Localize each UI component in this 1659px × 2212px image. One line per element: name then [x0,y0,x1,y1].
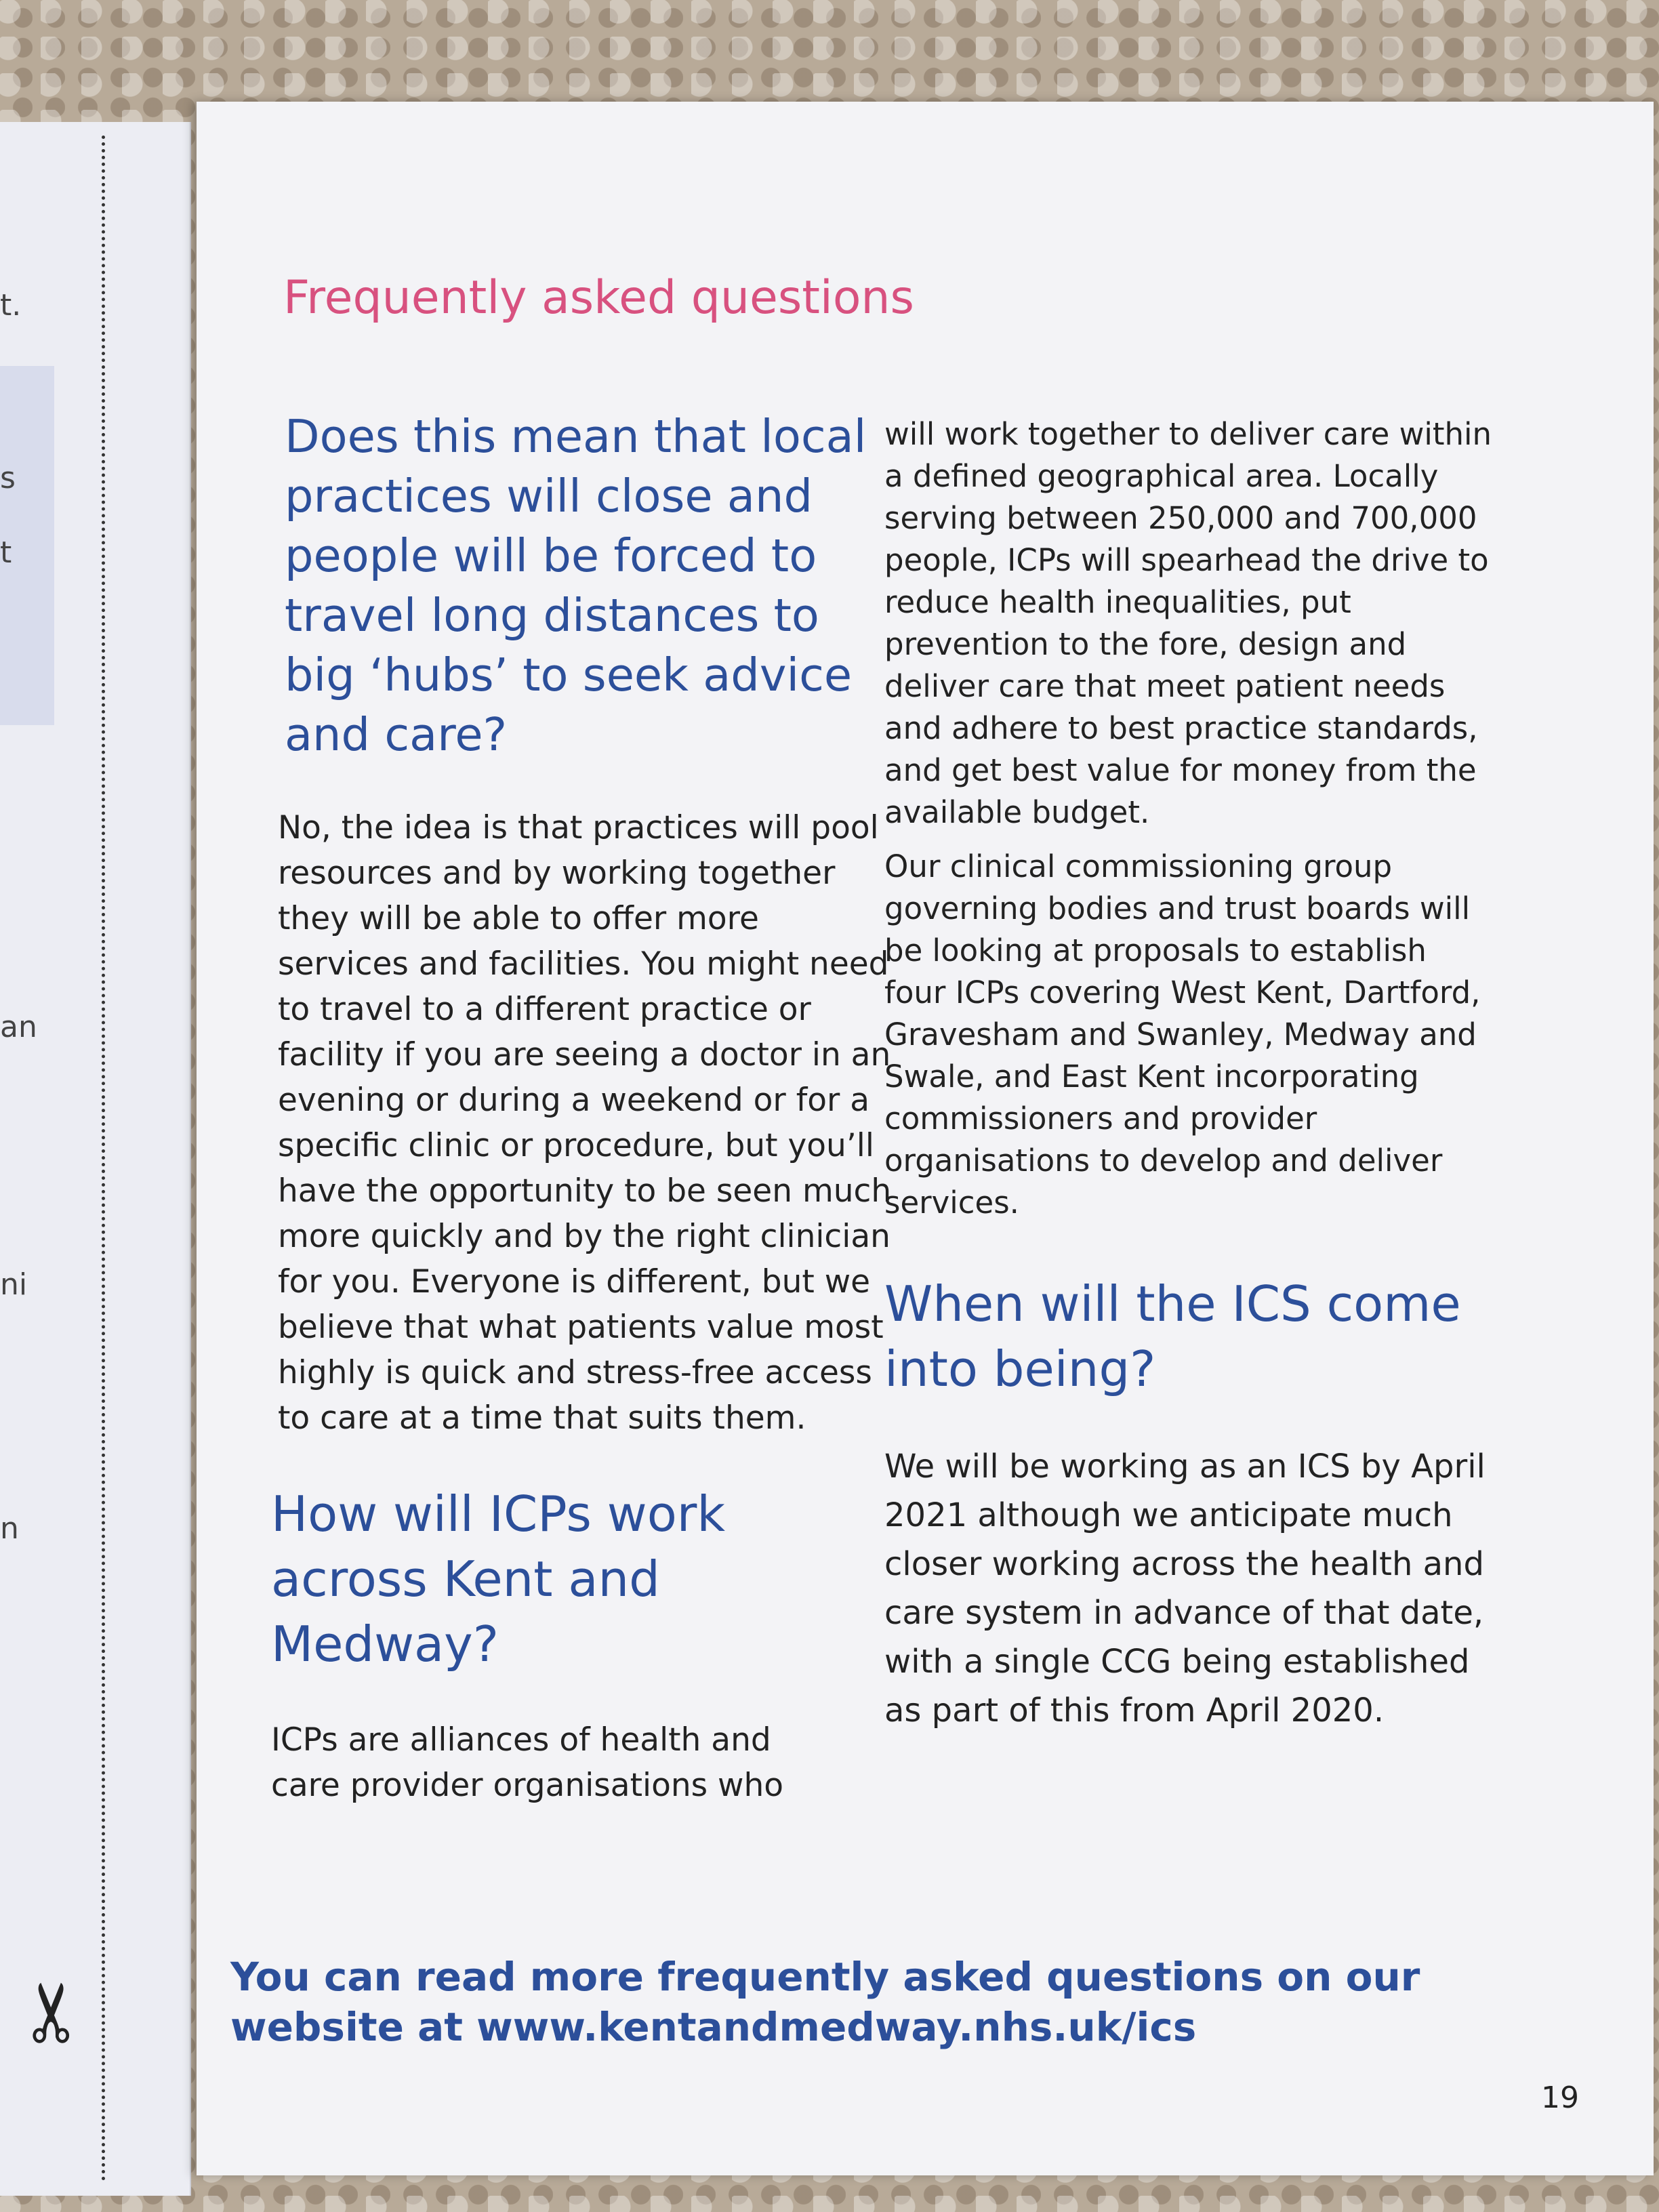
left-page-fragment: s [0,461,16,495]
question-heading: How will ICPs work across Kent and Medway? [271,1486,726,1673]
answer-text: We will be working as an ICS by April 2021 although we anticipate much closer working across the health and care system in advance of that date, with a single CCG being established as part of this from April 2020. [884,1448,1486,1729]
left-page-fragment: an [0,1010,37,1044]
left-page-fragment: t. [0,288,22,323]
question-heading: Does this mean that local practices will close and people will be forced to travel long distances to big ‘hubs’ to seek advice and care? [285,410,867,761]
right-column [884,413,1494,1735]
left-page-fragment: n [0,1511,19,1546]
left-page-fragment: t [0,535,12,570]
brochure-page [197,102,1654,2175]
section-label: Frequently asked questions [283,271,914,325]
answer-text: ICPs are alliances of health and care provider organisations who [271,1721,784,1804]
left-column [271,407,895,1808]
perforation-line [102,136,105,2182]
answer-text: will work together to deliver care within a defined geographical area. Locally serving between 250,000 and 700,000 people, ICPs will spearhead the drive to reduce health inequalities, put prevention to the fore, design and deliver care that meet patient needs and adhere to best practice standards, and get best value for money from the available budget. [884,416,1492,830]
answer-text: Our clinical commissioning group governing bodies and trust boards will be looking at proposals to establish four ICPs covering West Kent, Dartford, Gravesham and Swanley, Medway and Swale, and East Kent incorporating commissioners and provider organisations to develop and deliver services. [884,848,1481,1221]
scissors-icon: ✂ [5,1978,100,2047]
left-page-fragment: ni [0,1267,28,1302]
answer-text: No, the idea is that practices will pool resources and by working together they will be able to offer more services and facilities. You might need to travel to a different practice or facility if you are seeing a doctor in an evening or during a weekend or for a specific clinic or procedure, but you’ll have the opportunity to be seen much more quickly and by the right clinician for you. Everyone is different, but we believe that what patients value most highly is quick and stress-free access to care at a time that suits them. [278,809,892,1437]
question-heading: When will the ICS come into being? [884,1275,1461,1397]
website-note: You can read more frequently asked questions on our website at www.kentandmedway.nhs.uk/ics [230,1954,1420,2050]
page-number: 19 [1541,2081,1579,2115]
left-page [0,122,191,2196]
